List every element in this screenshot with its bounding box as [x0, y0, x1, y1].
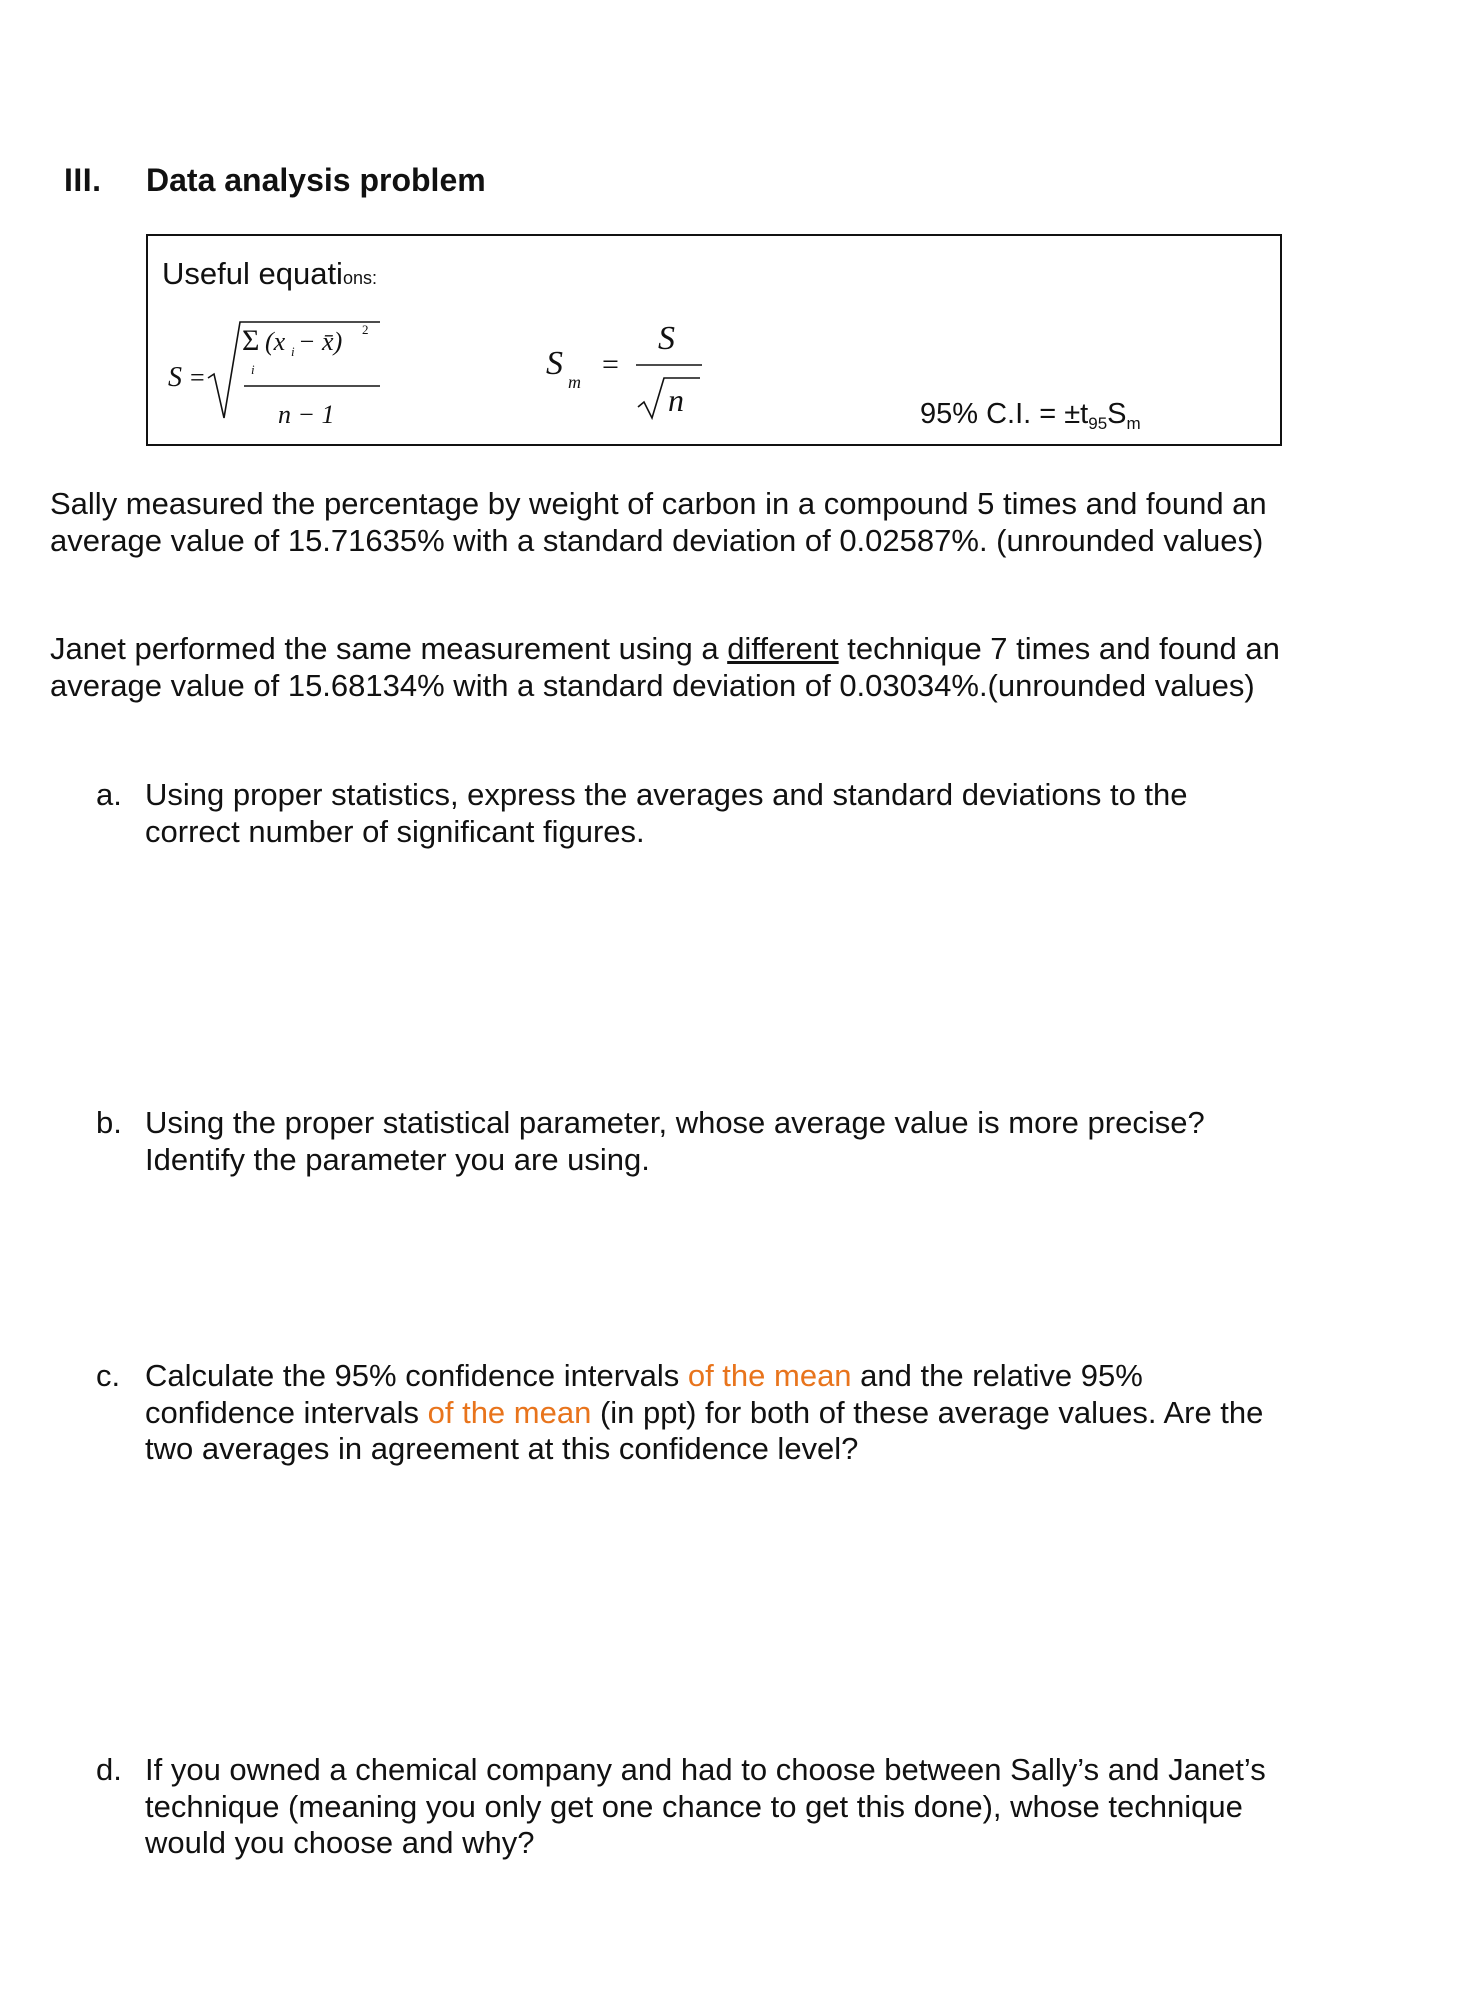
question-c — [96, 1358, 1276, 1468]
equations-label-small: ons: — [342, 268, 377, 288]
janet-underlined-word: different — [727, 631, 839, 666]
question-letter: c. — [96, 1358, 121, 1393]
std-error-equals: = — [602, 348, 619, 381]
confidence-interval-equation — [920, 398, 1141, 431]
ci-prefix: 95% C.I. = ±t — [920, 398, 1089, 430]
question-letter: d. — [96, 1752, 122, 1787]
numerator-minus-mean: − x̄) — [298, 327, 343, 356]
question-c-part2: and the relative 95% confidence intervals — [145, 1358, 1143, 1430]
ci-s-subscript: m — [1126, 414, 1141, 433]
section-title: Data analysis problem — [146, 162, 486, 198]
question-c-part1: Calculate the 95% confidence intervals — [145, 1358, 688, 1393]
numerator-subscript: i — [291, 344, 295, 359]
ci-t-subscript: 95 — [1088, 414, 1108, 433]
question-c-highlight1: of the mean — [687, 1358, 852, 1393]
question-text — [145, 1358, 1276, 1468]
std-dev-equals: = — [190, 363, 205, 392]
equations-box — [146, 234, 1282, 446]
question-text: Using proper statistics, express the averages and standard deviations to the correct number of significant figures. — [145, 777, 1188, 849]
std-error-numerator: S — [658, 320, 675, 357]
question-a — [96, 777, 1276, 850]
std-dev-equation — [168, 322, 380, 429]
sally-paragraph: Sally measured the percentage by weight of carbon in a compound 5 times and found an average value of 15.71635% with a standard deviation of 0.02587%. (unrounded values) — [50, 486, 1267, 558]
question-c-highlight2: of the mean — [427, 1394, 592, 1430]
question-b — [96, 1105, 1276, 1178]
equations-label-main: Useful equati — [162, 256, 343, 291]
question-text: Using the proper statistical parameter, whose average value is more precise? Identify the parameter you are using. — [145, 1105, 1205, 1177]
question-text: If you owned a chemical company and had to choose between Sally’s and Janet’s technique (meaning you only get one chance to get this done), whose technique would you choose and why? — [145, 1752, 1266, 1860]
janet-paragraph — [50, 631, 1320, 704]
std-error-lhs-subscript: m — [568, 372, 581, 392]
sum-index: i — [251, 362, 255, 377]
std-dev-lhs: S — [168, 362, 182, 393]
question-letter: b. — [96, 1105, 122, 1140]
std-error-denominator: n — [668, 382, 684, 418]
std-dev-denominator: n − 1 — [278, 400, 335, 429]
question-letter: a. — [96, 777, 122, 812]
janet-text-after: technique 7 times and found an average value of 15.68134% with a standard deviation of 0.03034%.(unrounded values) — [50, 631, 1280, 703]
ci-s: S — [1107, 398, 1127, 430]
question-d — [96, 1752, 1276, 1862]
janet-text-before: Janet performed the same measurement using a — [50, 631, 728, 666]
section-numeral: III. — [64, 162, 102, 198]
question-c-part3: (in ppt) for both of these average values. Are the two averages in agreement at this confidence level? — [145, 1394, 1264, 1466]
std-error-equation — [546, 320, 702, 418]
std-error-lhs: S — [546, 345, 563, 382]
sum-symbol: Σ — [242, 324, 260, 357]
numerator-term: (x — [265, 327, 286, 356]
numerator-exponent: 2 — [362, 322, 369, 337]
